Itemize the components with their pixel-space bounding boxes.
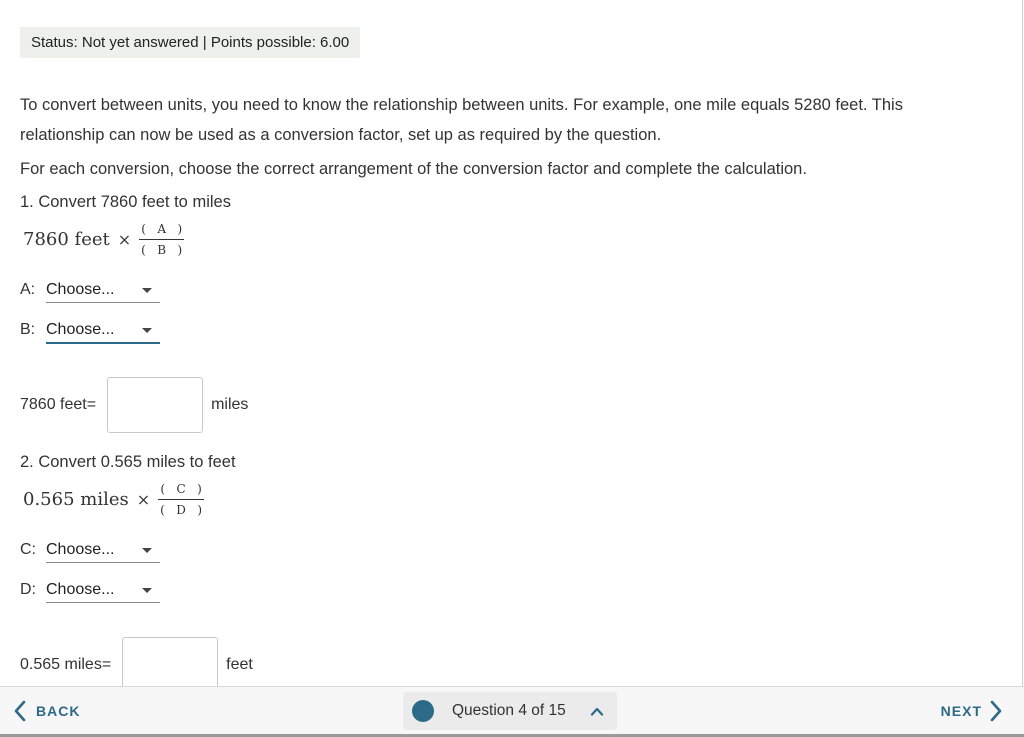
- back-label: BACK: [36, 703, 81, 719]
- dropdown-a[interactable]: [46, 278, 160, 303]
- question-2-title: 2. Convert 0.565 miles to feet: [20, 453, 236, 471]
- chevron-left-icon: [14, 700, 26, 722]
- dropdown-c[interactable]: [46, 538, 160, 563]
- intro-paragraph: To convert between units, you need to know the relationship between units. For example, one mile equals 5280 feet. This relationship can now be used as a conversion factor, set up as required by the question.: [20, 96, 903, 144]
- times-symbol: ×: [136, 490, 151, 509]
- chevron-up-icon: [590, 707, 604, 716]
- back-button[interactable]: [14, 699, 80, 723]
- progress-dot-icon: [412, 700, 434, 722]
- dropdown-a-value: Choose...: [46, 281, 115, 298]
- chevron-right-icon: [990, 700, 1002, 722]
- dropdown-d-value: Choose...: [46, 581, 115, 598]
- answer-row-1: [20, 377, 248, 433]
- answer-row-2: [20, 637, 253, 686]
- select-row-d: [20, 578, 160, 610]
- select-label-c: C:: [20, 541, 36, 558]
- answer-2-input[interactable]: [122, 637, 218, 686]
- question-2-expression: [23, 482, 204, 517]
- caret-down-icon: [142, 548, 152, 553]
- dropdown-b[interactable]: [46, 318, 160, 344]
- question-1-title: 1. Convert 7860 feet to miles: [20, 193, 231, 211]
- select-row-a: [20, 278, 160, 310]
- times-symbol: ×: [117, 230, 132, 249]
- caret-down-icon: [142, 588, 152, 593]
- select-label-d: D:: [20, 581, 36, 598]
- next-button[interactable]: [941, 699, 1002, 723]
- select-row-b: [20, 318, 160, 350]
- status-badge: Status: Not yet answered | Points possible: 6.00: [20, 27, 360, 58]
- conversion-fraction: [139, 222, 184, 257]
- answer-2-unit: feet: [226, 656, 253, 673]
- dropdown-b-value: Choose...: [46, 321, 115, 338]
- question-counter: Question 4 of 15: [452, 702, 566, 719]
- footer-navigation: [0, 686, 1024, 737]
- fraction-denominator: ( D ): [160, 503, 203, 517]
- expression-left: 0.565 miles: [23, 489, 129, 510]
- caret-down-icon: [142, 328, 152, 333]
- expression-left: 7860 feet: [23, 229, 110, 250]
- fraction-denominator: ( B ): [141, 243, 183, 257]
- fraction-numerator: ( C ): [160, 482, 202, 496]
- fraction-numerator: ( A ): [141, 222, 183, 236]
- answer-1-unit: miles: [211, 396, 249, 413]
- select-label-a: A:: [20, 281, 36, 298]
- question-1-expression: [23, 222, 184, 257]
- select-row-c: [20, 538, 160, 570]
- answer-1-prefix: 7860 feet=: [20, 396, 97, 413]
- dropdown-d[interactable]: [46, 578, 160, 603]
- next-label: NEXT: [940, 703, 982, 719]
- caret-down-icon: [142, 288, 152, 293]
- fraction-bar: [139, 239, 184, 240]
- conversion-fraction: [158, 482, 204, 517]
- answer-1-input[interactable]: [107, 377, 203, 433]
- fraction-bar: [158, 499, 204, 500]
- select-label-b: B:: [20, 321, 36, 338]
- answer-2-prefix: 0.565 miles=: [20, 656, 112, 673]
- instructions-text: For each conversion, choose the correct arrangement of the conversion factor and complete the calculation.: [20, 160, 807, 178]
- dropdown-c-value: Choose...: [46, 541, 115, 558]
- question-navigator[interactable]: [403, 692, 617, 730]
